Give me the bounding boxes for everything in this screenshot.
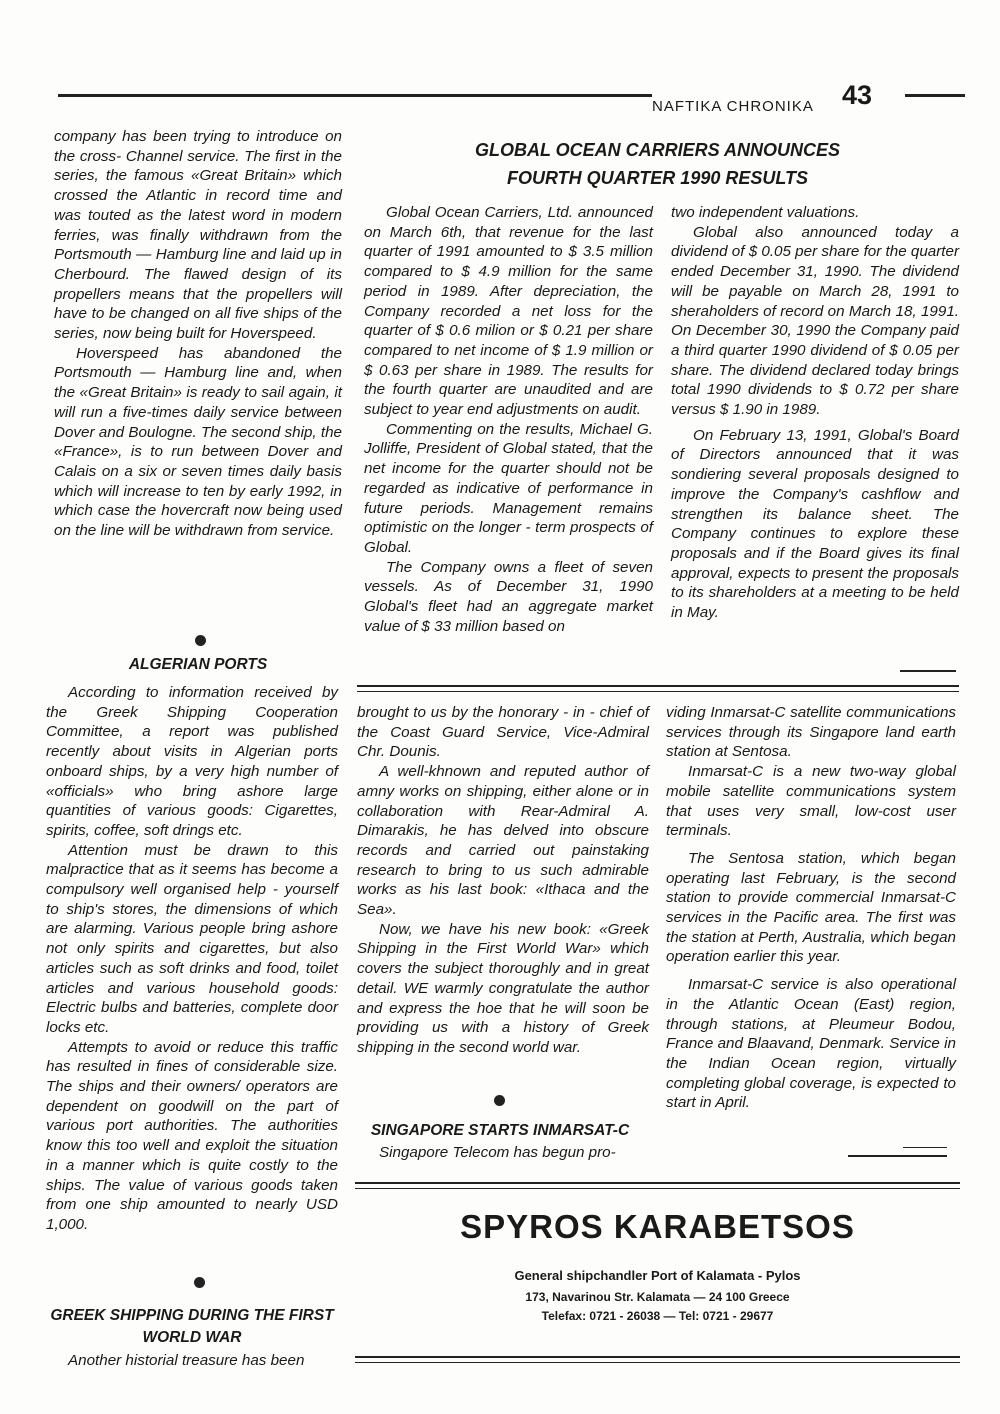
paragraph: The Sentosa station, which began operating last February, is the second station to provide commercial Inmarsat-C services in the Pacific area. The first was the station at Perth, Australia, which began operation earlier this year. (666, 849, 956, 966)
paragraph: Inmarsat-C is a new two-way global mobile satellite communications system that uses very small, low-cost user terminals. (666, 763, 956, 840)
paragraph: Global also announced today a dividend of $ 0.05 per share for the quarter ended December 31, 1990. The dividend will be payable on March 28, 1991 to sheraholders of record on March 18, 1991. On December 30, 1990 the Company paid a third quarter 1990 dividend of $ 0.05 per share. The dividend declared today brings total 1990 dividends to $ 0.72 per share versus $ 1.90 in 1989. (671, 223, 959, 419)
paragraph: Global Ocean Carriers, Ltd. announced on March 6th, that revenue for the last quarter of 1991 amounted to $ 3.5 million compared to $ 4.9 million for the same period in 1989. After depreciation, the Company recorded a net loss for the quarter of $ 0.6 milion or $ 0.21 per share compared to net income of $ 1.9 million or $ 0.63 per share in 1989. The results for the fourth quarter are unaudited and are subject to year end adjustments on audit. (364, 204, 653, 419)
section-bullet (195, 635, 206, 646)
advert-line-1: General shipchandler Port of Kalamata - Pylos (514, 1268, 801, 1283)
singapore-heading: SINGAPORE STARTS INMARSAT-C (370, 1122, 630, 1139)
page-number: 43 (842, 80, 873, 110)
algerian-ports-heading: ALGERIAN PORTS (128, 656, 268, 673)
singapore-start (357, 1143, 649, 1163)
paragraph: Now, we have his new book: «Greek Shipping in the First World War» which covers the subject thoroughly and in great detail. WE warmly congratulate the author and express the hoe that he will soon be providing us with a history of Greek shipping in the second world war. (357, 920, 649, 1056)
left-column-algerian (46, 683, 338, 1235)
paragraph: On February 13, 1991, Global's Board of Directors announced that it was sondiering several proposals designed to improve the Company's cashflow and strengthen its balance sheet. The Company continues to explore these proposals and if the Board gives its final approval, expects to present the proposals to its shareholders at a meeting to be held in May. (671, 426, 959, 622)
advert-line-3: Telefax: 0721 - 26038 — Tel: 0721 - 29677 (541, 1309, 774, 1323)
article-end-rule (848, 1155, 947, 1157)
headline-line-2: FOURTH QUARTER 1990 RESULTS (506, 168, 809, 188)
right-column (666, 703, 956, 1113)
global-col-1 (364, 203, 653, 636)
global-headline (355, 136, 960, 192)
advert-top-divider (355, 1182, 960, 1189)
paragraph: Attempts to avoid or reduce this traffic has resulted in fines of considerable size. The ships and their owners/ operators are dependent on goodwill on the part of various port authorities. The authorities know this too well and exploit the situation in a manner which is quite costly to the ships. The value of various goods taken from one ship amounted to nearly USD 1,000. (46, 1038, 338, 1233)
advert-bottom-divider (355, 1356, 960, 1363)
advert-name: SPYROS KARABETSOS (460, 1208, 855, 1245)
paragraph: viding Inmarsat-C satellite communications services through its Singapore land earth station at Sentosa. (666, 704, 956, 761)
article-end-rule (900, 670, 956, 672)
header-rule-right (905, 94, 965, 97)
section-bullet (194, 1277, 205, 1288)
section-divider (357, 685, 959, 692)
headline-line-1: GLOBAL OCEAN CARRIERS ANNOUNCES (474, 140, 841, 160)
ww1-heading: GREEK SHIPPING DURING THE FIRST WORLD WAR (50, 1307, 334, 1346)
paragraph: Inmarsat-C service is also operational in the Atlantic Ocean (East) region, through stations, at Pleumeur Bodou, France and Blaavand, Denmark. Service in the Indian Ocean region, virtually completing global coverage, is expected to start in April. (666, 976, 956, 1112)
left-column-intro (54, 127, 342, 541)
section-bullet (494, 1095, 505, 1106)
global-col-2 (671, 203, 959, 623)
paragraph: company has been trying to introduce on the cross- Channel service. The first in the series, the famous «Great Britain» which crossed the Atlantic in record time and was touted as the latest word in modern ferries, was finally withdrawn from the Portsmouth — Hamburg line and laid up in Cherbourd. The flawed design of its propellers means that the propellers will have to be changed on all five ships of the series, now being built for Hoverspeed. (54, 128, 342, 343)
paragraph: The Company owns a fleet of seven vessels. As of December 31, 1990 Global's fleet had an aggregate market value of $ 33 million based on (364, 558, 653, 635)
paragraph: Another historial treasure has been (68, 1352, 305, 1369)
paragraph: Hoverspeed has abandoned the Portsmouth — Hamburg line and, when the «Great Britain» is ready to sail again, it will run a five-times daily service between Dover and Boulogne. The second ship, the «France», is to run between Dover and Calais on a six or seven times daily basis which will increase to ten by early 1992, in which case the hovercraft now being used on the line will be withdrawn from service. (54, 344, 342, 540)
advert-line-2: 173, Navarinou Str. Kalamata — 24 100 Greece (525, 1290, 790, 1304)
article-end-rule (903, 1147, 947, 1148)
paragraph: Commenting on the results, Michael G. Jolliffe, President of Global stated, that the net income for the quarter should not be regarded as indicative of performance in future periods. Management remains optimistic on the longer - term prospects of Global. (364, 420, 653, 556)
paragraph: Attention must be drawn to this malpractice that as it seems has become a compulsory well organised help - yourself to ship's stores, the dimensions of which are alarming. Various people bring ashore not only spirits and cigarettes, but also articles such as soft drinks and food, toilet articles and various household goods: Electric bulbs and batteries, complete door locks etc. (46, 841, 338, 1036)
paragraph: A well-khnown and reputed author of amny works on shipping, either alone or in collaboration with Rear-Admiral A. Dimarakis, he has delved into obscure records and carried out painstaking research to bring to us such admirable works as his last book: «Ithaca and the Sea». (357, 763, 649, 919)
journal-name: NAFTIKA CHRONIKA (652, 98, 814, 115)
ww1-start (46, 1351, 338, 1371)
header-rule-left (58, 94, 652, 97)
middle-column (357, 703, 649, 1058)
paragraph: According to information received by the Greek Shipping Cooperation Committee, a report was published recently about visits in Algerian ports onboard ships, by a very high number of «officials» who bring ashore large quantities of various goods: Cigarettes, spirits, coffee, soft drings etc. (46, 684, 338, 839)
paragraph: brought to us by the honorary - in - chief of the Coast Guard Service, Vice-Admiral Chr. Dounis. (357, 704, 649, 761)
paragraph: Singapore Telecom has begun pro- (379, 1144, 616, 1161)
paragraph: two independent valuations. (671, 204, 860, 221)
